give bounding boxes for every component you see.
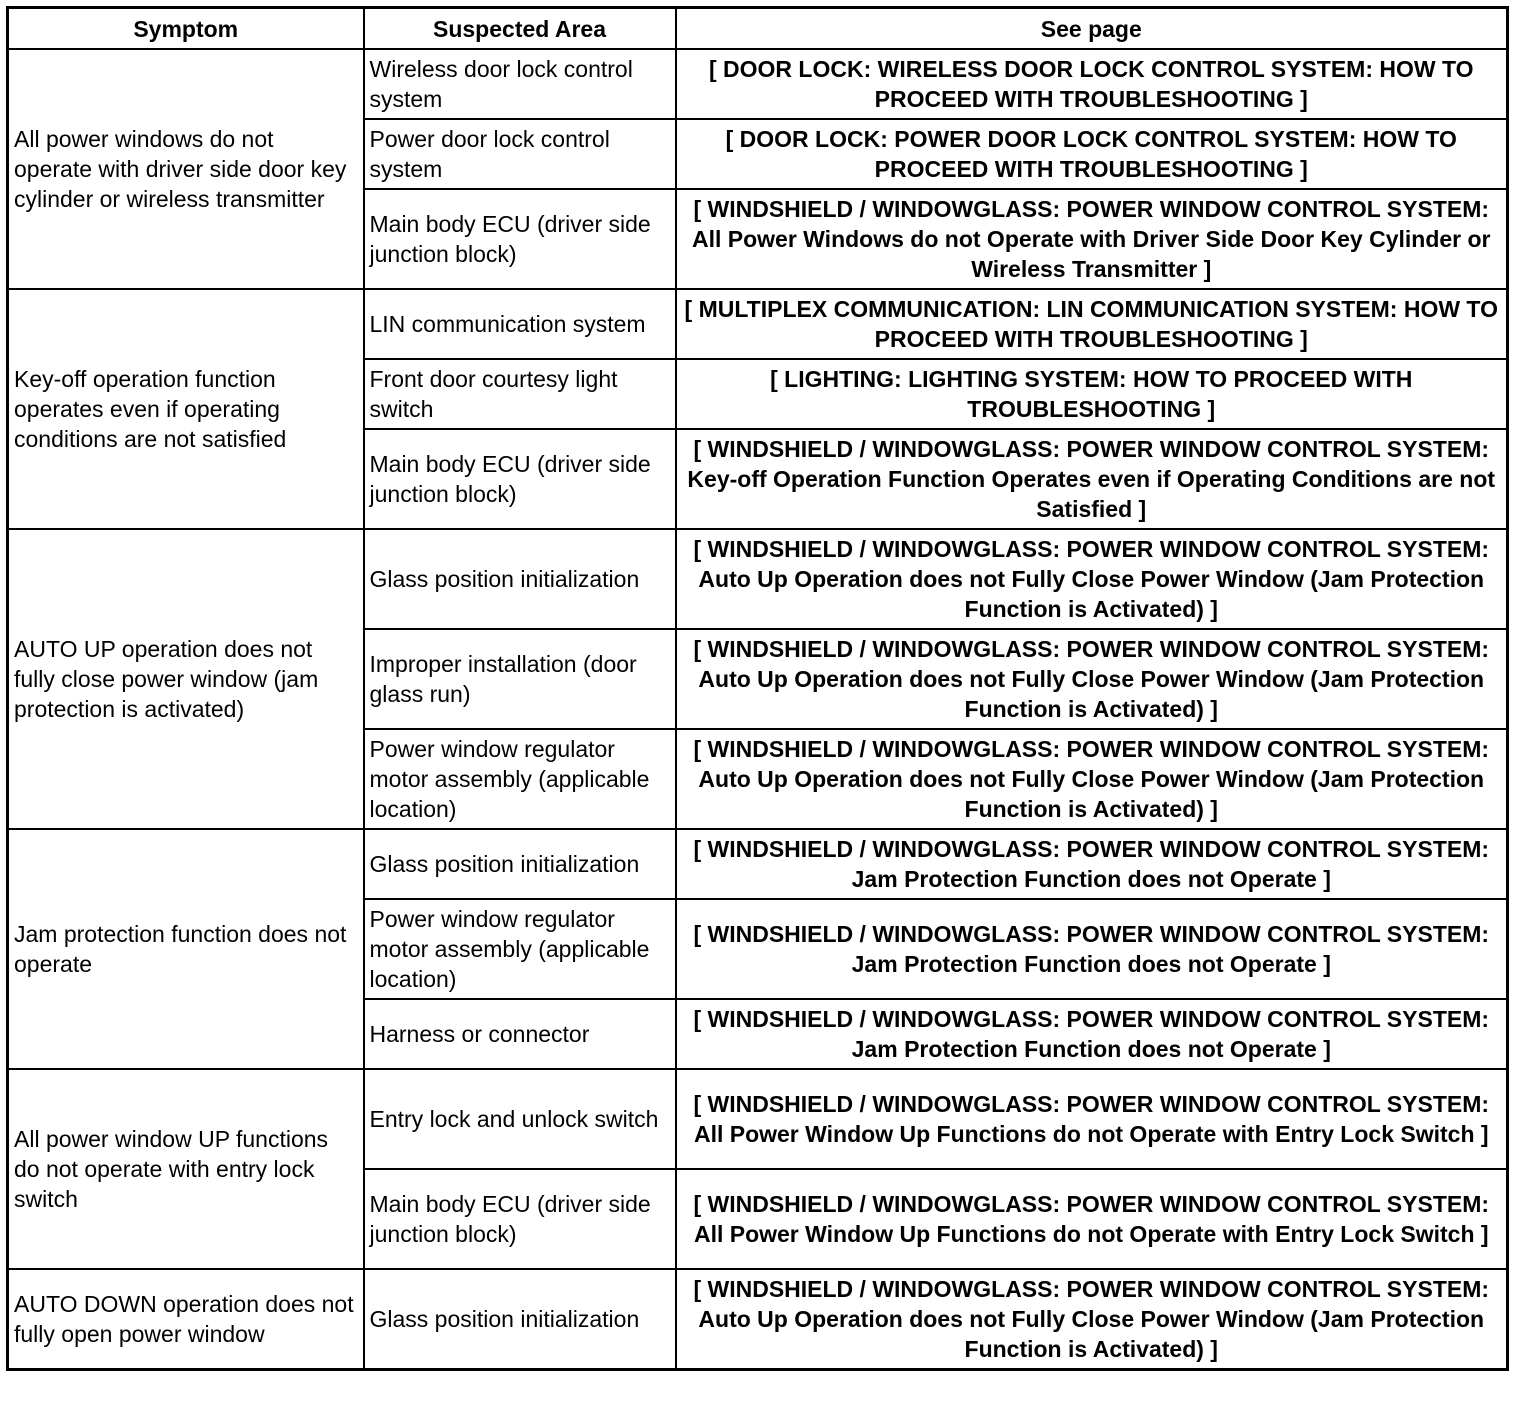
suspected-area-cell: Front door courtesy light switch (364, 359, 676, 429)
see-page-reference-cell: [ WINDSHIELD / WINDOWGLASS: POWER WINDOW CONTROL SYSTEM: Auto Up Operation does not Fully Close Power Window (Jam Protection Function is Activated) ] (676, 529, 1508, 629)
see-page-reference-cell: [ LIGHTING: LIGHTING SYSTEM: HOW TO PROCEED WITH TROUBLESHOOTING ] (676, 359, 1508, 429)
see-page-reference-cell: [ WINDSHIELD / WINDOWGLASS: POWER WINDOW CONTROL SYSTEM: Jam Protection Function does not Operate ] (676, 829, 1508, 899)
table-row (8, 829, 1508, 899)
suspected-area-cell: Main body ECU (driver side junction block) (364, 1169, 676, 1269)
suspected-area-cell: Main body ECU (driver side junction block) (364, 189, 676, 289)
suspected-area-cell: Glass position initialization (364, 529, 676, 629)
troubleshooting-table (6, 6, 1509, 1371)
suspected-area-cell: Improper installation (door glass run) (364, 629, 676, 729)
symptom-cell: All power window UP functions do not operate with entry lock switch (8, 1069, 364, 1269)
see-page-reference-cell: [ WINDSHIELD / WINDOWGLASS: POWER WINDOW CONTROL SYSTEM: Auto Up Operation does not Fully Close Power Window (Jam Protection Function is Activated) ] (676, 729, 1508, 829)
see-page-reference-cell: [ DOOR LOCK: POWER DOOR LOCK CONTROL SYSTEM: HOW TO PROCEED WITH TROUBLESHOOTING ] (676, 119, 1508, 189)
table-row (8, 1269, 1508, 1369)
header-symptom: Symptom (8, 8, 364, 50)
symptom-cell: All power windows do not operate with driver side door key cylinder or wireless transmitter (8, 49, 364, 289)
table-row (8, 1069, 1508, 1169)
see-page-reference-cell: [ WINDSHIELD / WINDOWGLASS: POWER WINDOW CONTROL SYSTEM: Auto Up Operation does not Fully Close Power Window (Jam Protection Function is Activated) ] (676, 1269, 1508, 1369)
suspected-area-cell: LIN communication system (364, 289, 676, 359)
suspected-area-cell: Entry lock and unlock switch (364, 1069, 676, 1169)
see-page-reference-cell: [ WINDSHIELD / WINDOWGLASS: POWER WINDOW CONTROL SYSTEM: Auto Up Operation does not Fully Close Power Window (Jam Protection Function is Activated) ] (676, 629, 1508, 729)
suspected-area-cell: Wireless door lock control system (364, 49, 676, 119)
suspected-area-cell: Power window regulator motor assembly (applicable location) (364, 899, 676, 999)
symptom-cell: AUTO UP operation does not fully close power window (jam protection is activated) (8, 529, 364, 829)
symptom-cell: Jam protection function does not operate (8, 829, 364, 1069)
see-page-reference-cell: [ WINDSHIELD / WINDOWGLASS: POWER WINDOW CONTROL SYSTEM: Jam Protection Function does not Operate ] (676, 899, 1508, 999)
see-page-reference-cell: [ WINDSHIELD / WINDOWGLASS: POWER WINDOW CONTROL SYSTEM: Key-off Operation Function Operates even if Operating Conditions are not Satisfied ] (676, 429, 1508, 529)
table-row (8, 49, 1508, 119)
header-see-page: See page (676, 8, 1508, 50)
suspected-area-cell: Glass position initialization (364, 1269, 676, 1369)
header-suspected-area: Suspected Area (364, 8, 676, 50)
suspected-area-cell: Harness or connector (364, 999, 676, 1069)
see-page-reference-cell: [ MULTIPLEX COMMUNICATION: LIN COMMUNICATION SYSTEM: HOW TO PROCEED WITH TROUBLESHOOTING ] (676, 289, 1508, 359)
suspected-area-cell: Main body ECU (driver side junction block) (364, 429, 676, 529)
symptom-cell: AUTO DOWN operation does not fully open power window (8, 1269, 364, 1369)
suspected-area-cell: Power door lock control system (364, 119, 676, 189)
table-row (8, 289, 1508, 359)
suspected-area-cell: Glass position initialization (364, 829, 676, 899)
troubleshooting-table-container (6, 6, 1509, 1371)
see-page-reference-cell: [ WINDSHIELD / WINDOWGLASS: POWER WINDOW CONTROL SYSTEM: Jam Protection Function does not Operate ] (676, 999, 1508, 1069)
see-page-reference-cell: [ WINDSHIELD / WINDOWGLASS: POWER WINDOW CONTROL SYSTEM: All Power Windows do not Operate with Driver Side Door Key Cylinder or Wireless Transmitter ] (676, 189, 1508, 289)
table-row (8, 529, 1508, 629)
see-page-reference-cell: [ WINDSHIELD / WINDOWGLASS: POWER WINDOW CONTROL SYSTEM: All Power Window Up Functions do not Operate with Entry Lock Switch ] (676, 1069, 1508, 1169)
symptom-cell: Key-off operation function operates even if operating conditions are not satisfied (8, 289, 364, 529)
header-row (8, 8, 1508, 50)
suspected-area-cell: Power window regulator motor assembly (applicable location) (364, 729, 676, 829)
see-page-reference-cell: [ DOOR LOCK: WIRELESS DOOR LOCK CONTROL SYSTEM: HOW TO PROCEED WITH TROUBLESHOOTING ] (676, 49, 1508, 119)
see-page-reference-cell: [ WINDSHIELD / WINDOWGLASS: POWER WINDOW CONTROL SYSTEM: All Power Window Up Functions do not Operate with Entry Lock Switch ] (676, 1169, 1508, 1269)
